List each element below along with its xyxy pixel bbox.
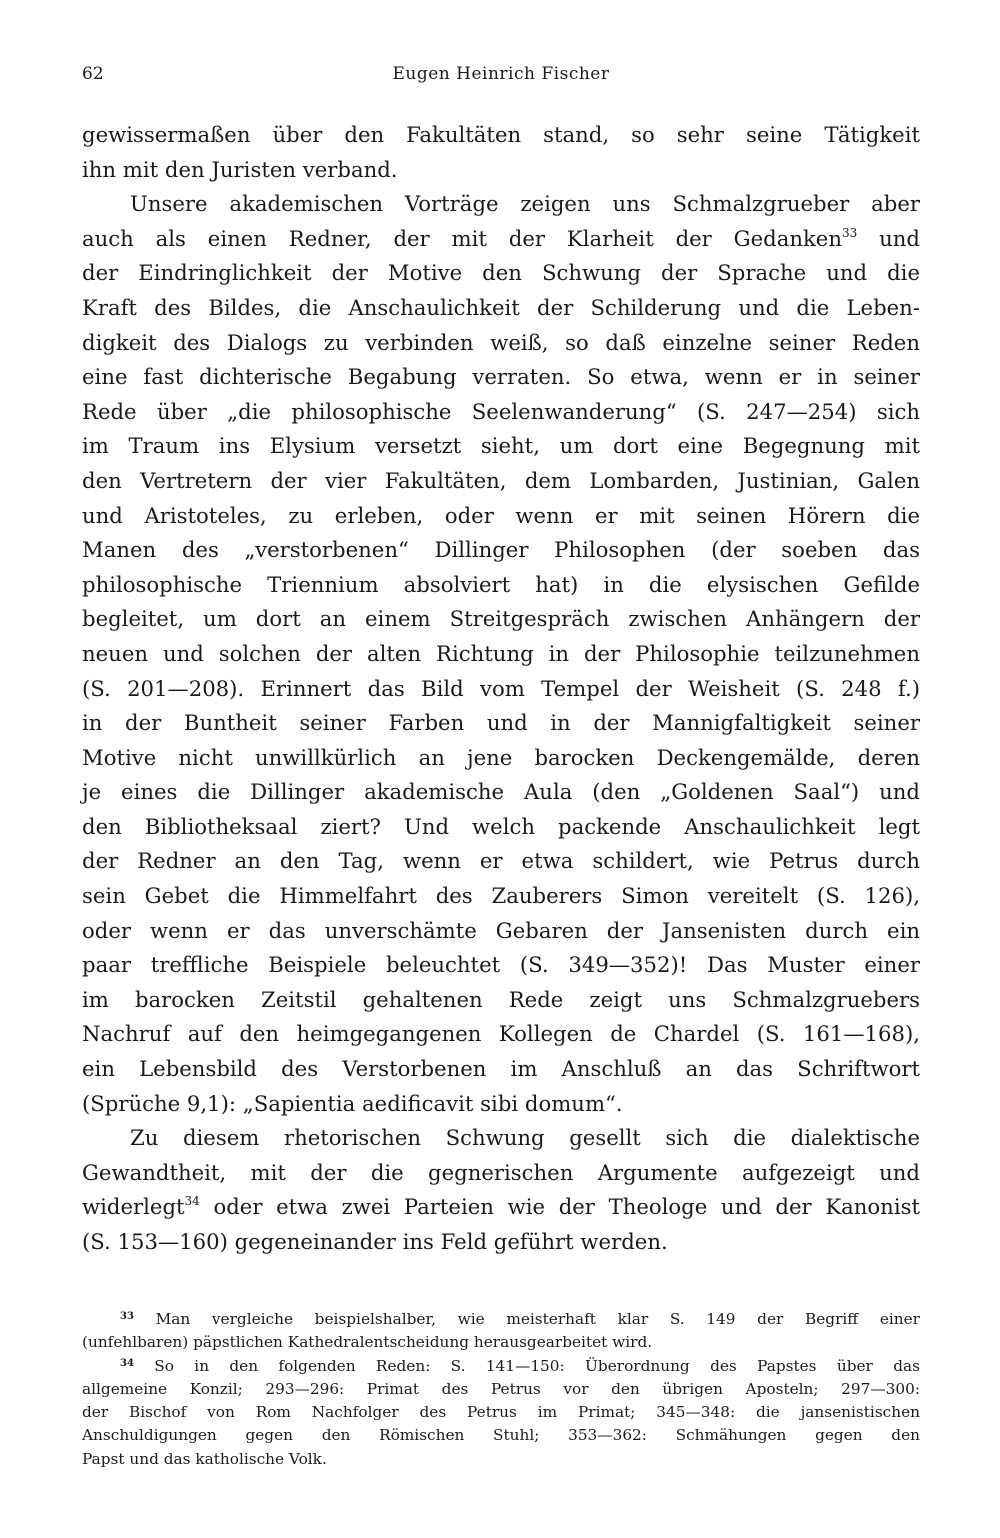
text-line: Rede über „die philosophische Seelenwanderung“ (S. 247—254) sich [82,398,920,424]
text-line: Nachruf auf den heimgegangenen Kollegen de Chardel (S. 161—168), [82,1021,920,1047]
running-head: Eugen Heinrich Fischer [392,64,610,84]
text-line: im Traum ins Elysium versetzt sieht, um dort eine Begegnung mit [82,433,920,459]
text-line: den Vertretern der vier Fakultäten, dem Lombarden, Justinian, Galen [82,467,920,493]
text-line: Motive nicht unwillkürlich an jene barocken Deckengemälde, deren [82,744,920,770]
text-line: der Redner an den Tag, wenn er etwa schildert, wie Petrus durch [82,848,920,874]
footnote-ref-34: 34 [184,1194,200,1209]
text-segment: auch als einen Redner, der mit der Klarheit der Gedanken [82,225,842,251]
page-header [82,64,920,88]
text-line [82,222,920,257]
text-line: und Aristoteles, zu erleben, oder wenn er mit seinen Hörern die [82,502,920,528]
footnote-34-line [82,1355,920,1378]
text-line: in der Buntheit seiner Farben und in der Mannigfaltigkeit seiner [82,710,920,736]
text-line: den Bibliotheksaal ziert? Und welch packende Anschaulichkeit legt [82,813,920,839]
footnotes [82,1308,920,1471]
text-line: eine fast dichterische Begabung verraten. So etwa, wenn er in seiner [82,364,920,390]
footnote-34-line: Anschuldigungen gegen den Römischen Stuhl; 353—362: Schmähungen gegen den [82,1426,920,1445]
text-line: der Eindringlichkeit der Motive den Schwung der Sprache und die [82,260,920,286]
text-line: Kraft des Bildes, die Anschaulichkeit der Schilderung und die Leben- [82,294,920,320]
footnote-34-line: der Bischof von Rom Nachfolger des Petrus im Primat; 345—348: die jansenistischen [82,1403,920,1422]
text-segment: oder etwa zwei Parteien wie der Theologe und der Kanonist [199,1194,920,1220]
text-line: paar treffliche Beispiele beleuchtet (S. 349—352)! Das Muster einer [82,952,920,978]
text-segment: und [857,225,920,251]
text-line: Gewandtheit, mit der die gegnerischen Argumente aufgezeigt und [82,1159,920,1185]
text-line: oder wenn er das unverschämte Gebaren der Jansenisten durch ein [82,917,920,943]
text-line: digkeit des Dialogs zu verbinden weiß, so daß einzelne seiner Reden [82,329,920,355]
text-line [82,1190,920,1225]
text-line: neuen und solchen der alten Richtung in der Philosophie teilzunehmen [82,640,920,666]
text-line: im barocken Zeitstil gehaltenen Rede zeigt uns Schmalzgruebers [82,986,920,1012]
text-line: philosophische Triennium absolviert hat) in die elysischen Gefilde [82,571,920,597]
footnote-34-line: Papst und das katholische Volk. [82,1449,327,1468]
text-line: Unsere akademischen Vorträge zeigen uns Schmalzgrueber aber [130,191,920,217]
text-line: ein Lebensbild des Verstorbenen im Anschluß an das Schriftwort [82,1056,920,1082]
text-line: sein Gebet die Himmelfahrt des Zauberers Simon vereitelt (S. 126), [82,883,920,909]
text-segment: Man vergleiche beispielshalber, wie meisterhaft klar S. 149 der Begriff einer [155,1310,920,1328]
text-line: Manen des „verstorbenen“ Dillinger Philosophen (der soeben das [82,537,920,563]
text-line: (Sprüche 9,1): „Sapientia aedificavit sibi domum“. [82,1090,623,1116]
footnote-mark: 33 [120,1311,134,1322]
text-segment: widerlegt [82,1194,185,1220]
footnote-33-line: (unfehlbaren) päpstlichen Kathedralentscheidung herausgearbeitet wird. [82,1333,653,1352]
text-segment: So in den folgenden Reden: S. 141—150: Überordnung des Papstes über das [154,1356,920,1375]
footnote-34-line: allgemeine Konzil; 293—296: Primat des Petrus vor den übrigen Aposteln; 297—300: [82,1379,920,1398]
text-line: ihn mit den Juristen verband. [82,156,398,182]
main-text [82,118,920,1260]
text-line: gewissermaßen über den Fakultäten stand, so sehr seine Tätigkeit [82,122,920,147]
footnote-33-line [82,1308,920,1331]
text-line: (S. 153—160) gegeneinander ins Feld geführt werden. [82,1229,668,1254]
text-line: je eines die Dillinger akademische Aula (den „Goldenen Saal“) und [82,779,920,805]
page-number: 62 [82,64,104,84]
text-line: begleitet, um dort an einem Streitgespräch zwischen Anhängern der [82,606,920,632]
text-line: Zu diesem rhetorischen Schwung gesellt sich die dialektische [130,1125,920,1151]
footnote-mark: 34 [120,1357,134,1369]
text-line: (S. 201—208). Erinnert das Bild vom Tempel der Weisheit (S. 248 f.) [82,675,920,701]
footnote-ref-33: 33 [842,225,858,240]
